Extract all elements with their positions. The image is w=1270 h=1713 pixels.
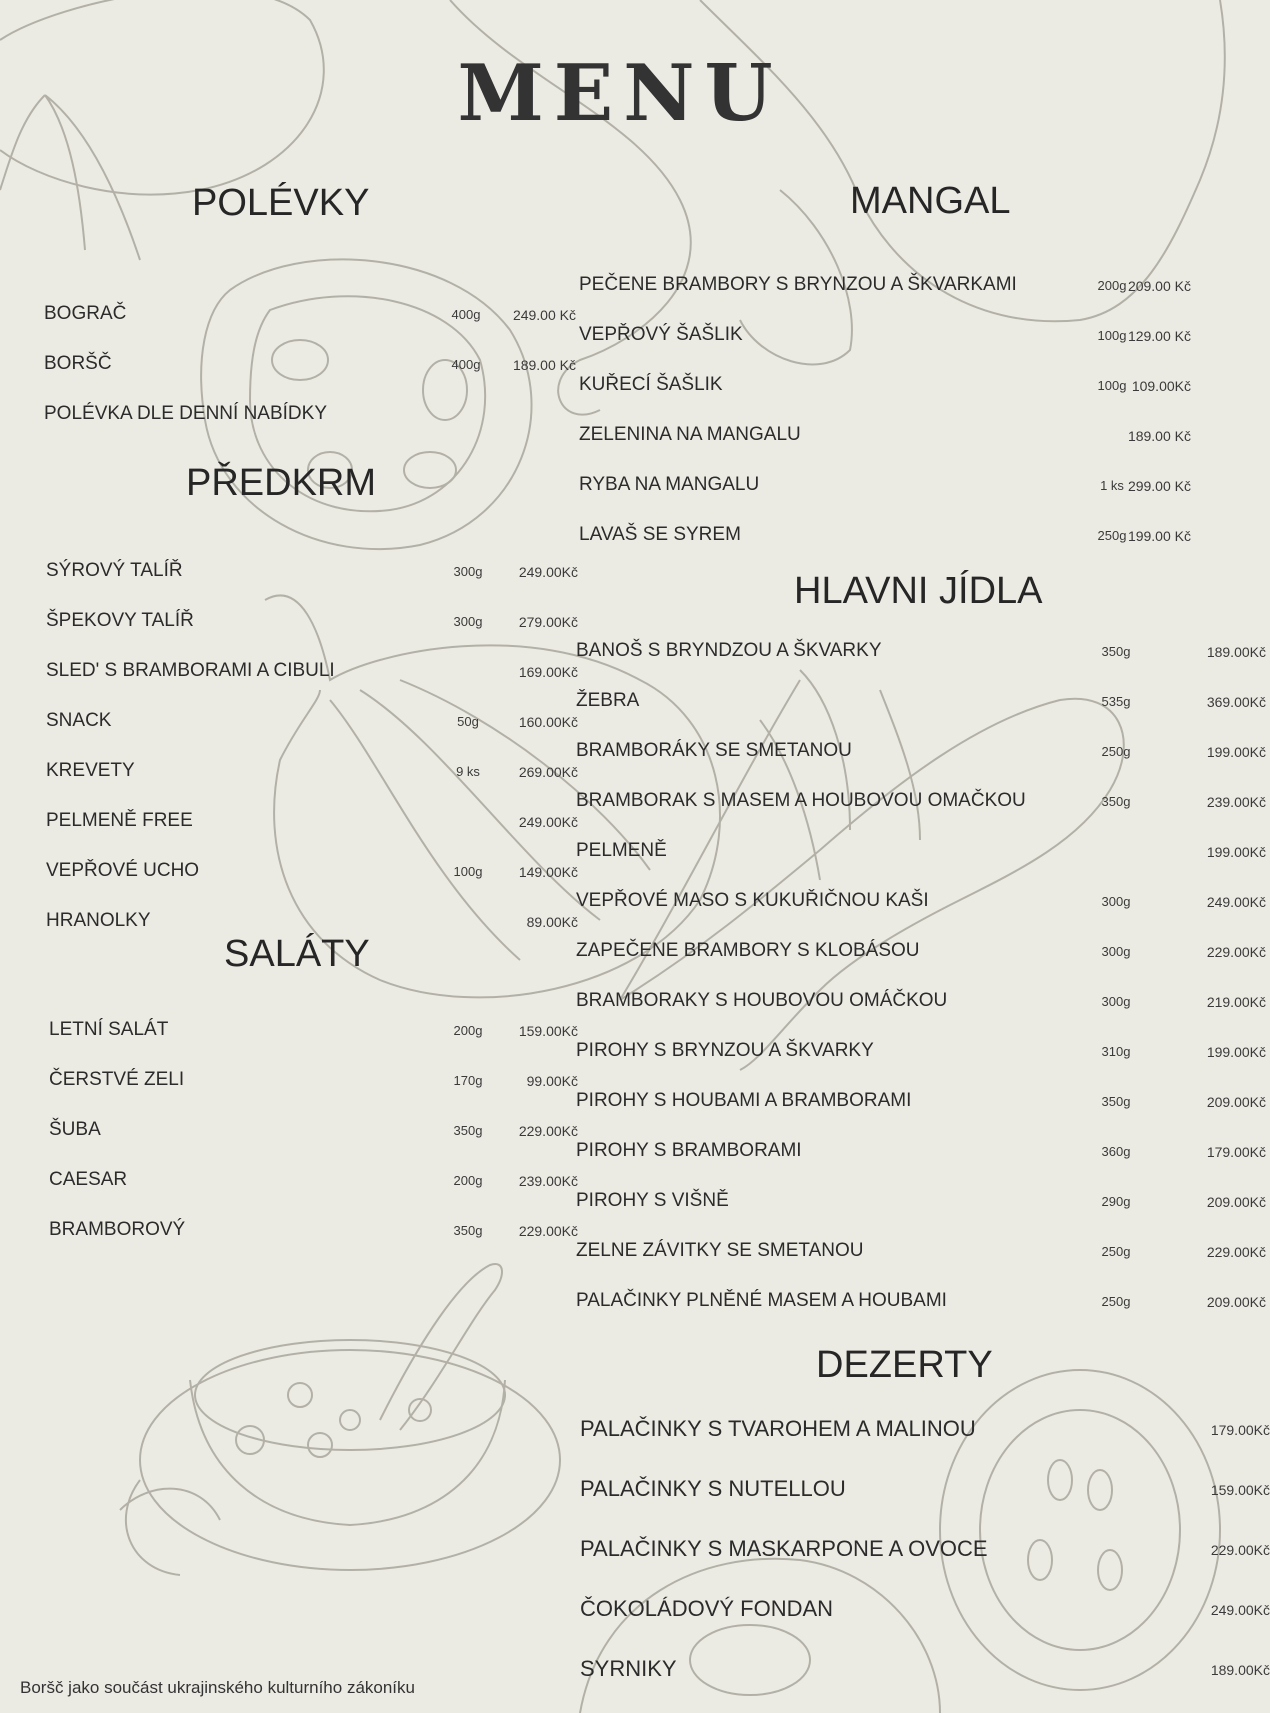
item-name: ZELENINA NA MANGALU	[579, 424, 801, 445]
item-weight: 300g	[1101, 894, 1131, 909]
item-name: SLED' S BRAMBORAMI A CIBULI	[46, 660, 335, 681]
item-name: ŠUBA	[49, 1119, 101, 1140]
item-name: ČOKOLÁDOVÝ FONDAN	[580, 1596, 834, 1621]
item-price: 199.00Kč	[1206, 744, 1266, 760]
item-price: 109.00Kč	[1131, 378, 1191, 394]
item-price: 189.00Kč	[1210, 1662, 1270, 1678]
item-weight: 535g	[1101, 694, 1131, 709]
item-name: PALAČINKY S TVAROHEM A MALINOU	[580, 1416, 976, 1441]
item-weight: 250g	[1101, 1294, 1131, 1309]
item-name: BANOŠ S BRYNDZOU A ŠKVARKY	[576, 640, 882, 661]
item-weight: 250g	[1097, 528, 1127, 543]
item-weight: 300g	[1101, 994, 1131, 1009]
item-name: PELMENĚ FREE	[46, 810, 193, 831]
item-price: 199.00 Kč	[1127, 528, 1191, 544]
item-price: 189.00Kč	[1206, 644, 1266, 660]
item-price: 160.00Kč	[518, 714, 578, 730]
item-name: KUŘECÍ ŠAŠLIK	[579, 374, 723, 395]
item-price: 249.00Kč	[1210, 1602, 1270, 1618]
item-price: 89.00Kč	[526, 914, 578, 930]
item-name: LAVAŠ SE SYREM	[579, 524, 741, 545]
item-name: VEPŘOVÉ MASO S KUKUŘIČNOU KAŠI	[576, 890, 929, 911]
salaty-heading: SALÁTY	[224, 933, 370, 975]
item-name: PIROHY S HOUBAMI A BRAMBORAMI	[576, 1090, 912, 1111]
item-name: PEČENE BRAMBORY S BRYNZOU A ŠKVARKAMI	[579, 274, 1017, 295]
item-price: 129.00 Kč	[1127, 328, 1191, 344]
item-weight: 250g	[1101, 1244, 1131, 1259]
item-weight: 1 ks	[1100, 478, 1124, 493]
item-weight: 200g	[453, 1173, 483, 1188]
mangal-heading: MANGAL	[850, 180, 1011, 222]
item-name: ZELNE ZÁVITKY SE SMETANOU	[576, 1240, 864, 1261]
item-name: POLÉVKA DLE DENNÍ NABÍDKY	[44, 403, 327, 424]
item-price: 229.00Kč	[518, 1223, 578, 1239]
item-price: 99.00Kč	[526, 1073, 578, 1089]
item-name: ČERSTVÉ ZELI	[49, 1069, 185, 1090]
item-weight: 100g	[1097, 378, 1127, 393]
item-price: 189.00 Kč	[512, 357, 576, 373]
item-weight: 350g	[453, 1123, 483, 1138]
item-name: PIROHY S VIŠNĚ	[576, 1190, 729, 1211]
item-name: BOGRAČ	[44, 303, 127, 324]
item-name: HRANOLKY	[46, 910, 151, 931]
item-weight: 300g	[453, 564, 483, 579]
item-name: SYRNIKY	[580, 1656, 677, 1681]
item-price: 299.00 Kč	[1127, 478, 1191, 494]
item-name: BRAMBOROVÝ	[49, 1219, 186, 1240]
item-weight: 350g	[1101, 644, 1131, 659]
item-weight: 350g	[1101, 1094, 1131, 1109]
item-price: 209.00Kč	[1206, 1294, 1266, 1310]
polevky-heading: POLÉVKY	[192, 182, 370, 224]
item-price: 229.00Kč	[1210, 1542, 1270, 1558]
item-name: VEPŘOVÉ UCHO	[46, 860, 200, 881]
item-name: BRAMBORAKY S HOUBOVOU OMÁČKOU	[576, 990, 948, 1011]
item-weight: 200g	[1097, 278, 1127, 293]
item-price: 229.00Kč	[518, 1123, 578, 1139]
item-price: 369.00Kč	[1206, 694, 1266, 710]
item-name: PALAČINKY PLNĚNÉ MASEM A HOUBAMI	[576, 1290, 947, 1311]
item-price: 209.00 Kč	[1127, 278, 1191, 294]
footer-caption: Boršč jako součást ukrajinského kulturního zákoníku	[20, 1678, 415, 1697]
item-name: BRAMBORÁKY SE SMETANOU	[576, 740, 852, 761]
soup-bowl-sketch-icon	[120, 1264, 560, 1575]
item-weight: 50g	[457, 714, 479, 729]
item-price: 249.00Kč	[518, 814, 578, 830]
item-weight: 300g	[1101, 944, 1131, 959]
item-name: ŠPEKOVY TALÍŘ	[46, 610, 194, 631]
item-price: 179.00Kč	[1206, 1144, 1266, 1160]
item-weight: 100g	[1097, 328, 1127, 343]
item-price: 159.00Kč	[1210, 1482, 1270, 1498]
item-name: VEPŘOVÝ ŠAŠLIK	[579, 324, 743, 345]
item-weight: 9 ks	[456, 764, 480, 779]
item-price: 249.00 Kč	[512, 307, 576, 323]
item-price: 249.00Kč	[1206, 894, 1266, 910]
item-price: 159.00Kč	[518, 1023, 578, 1039]
menu-title: MENU	[457, 48, 783, 139]
item-name: PALAČINKY S NUTELLOU	[580, 1476, 846, 1501]
item-weight: 400g	[451, 307, 481, 322]
item-price: 279.00Kč	[518, 614, 578, 630]
bottom-tomato-sketch-icon	[580, 1559, 940, 1713]
item-price: 229.00Kč	[1206, 944, 1266, 960]
item-name: KREVETY	[46, 760, 135, 781]
item-price: 229.00Kč	[1206, 1244, 1266, 1260]
item-name: RYBA NA MANGALU	[579, 474, 760, 495]
item-weight: 400g	[451, 357, 481, 372]
hlavni-jidla-heading: HLAVNI JÍDLA	[794, 570, 1043, 612]
item-weight: 350g	[453, 1223, 483, 1238]
item-price: 209.00Kč	[1206, 1094, 1266, 1110]
item-name: PALAČINKY S MASKARPONE A OVOCE	[580, 1536, 988, 1561]
item-price: 149.00Kč	[518, 864, 578, 880]
cucumber-sketch-icon	[940, 1370, 1220, 1690]
item-weight: 100g	[453, 864, 483, 879]
item-weight: 250g	[1101, 744, 1131, 759]
dezerty-heading: DEZERTY	[816, 1344, 993, 1386]
item-name: PIROHY S BRYNZOU A ŠKVARKY	[576, 1040, 874, 1061]
item-weight: 200g	[453, 1023, 483, 1038]
item-name: ZAPEČENE BRAMBORY S KLOBÁSOU	[576, 940, 920, 961]
item-weight: 360g	[1101, 1144, 1131, 1159]
item-name: LETNÍ SALÁT	[49, 1019, 169, 1040]
item-weight: 350g	[1101, 794, 1131, 809]
item-price: 249.00Kč	[518, 564, 578, 580]
predkrm-heading: PŘEDKRM	[186, 462, 377, 504]
item-price: 239.00Kč	[518, 1173, 578, 1189]
item-name: PIROHY S BRAMBORAMI	[576, 1140, 802, 1161]
item-price: 199.00Kč	[1206, 1044, 1266, 1060]
item-price: 239.00Kč	[1206, 794, 1266, 810]
item-price: 269.00Kč	[518, 764, 578, 780]
item-weight: 170g	[453, 1073, 483, 1088]
item-name: BORŠČ	[44, 353, 112, 374]
item-price: 179.00Kč	[1210, 1422, 1270, 1438]
item-name: PELMENĚ	[576, 840, 667, 861]
item-price: 189.00 Kč	[1127, 428, 1191, 444]
item-weight: 310g	[1101, 1044, 1131, 1059]
item-name: SNACK	[46, 710, 112, 731]
item-price: 199.00Kč	[1206, 844, 1266, 860]
item-price: 169.00Kč	[518, 664, 578, 680]
item-name: BRAMBORAK S MASEM A HOUBOVOU OMAČKOU	[576, 790, 1026, 811]
item-name: CAESAR	[49, 1169, 128, 1190]
item-price: 209.00Kč	[1206, 1194, 1266, 1210]
item-name: SÝROVÝ TALÍŘ	[46, 560, 183, 581]
item-name: ŽEBRA	[576, 690, 640, 711]
item-price: 219.00Kč	[1206, 994, 1266, 1010]
item-weight: 300g	[453, 614, 483, 629]
item-weight: 290g	[1101, 1194, 1131, 1209]
